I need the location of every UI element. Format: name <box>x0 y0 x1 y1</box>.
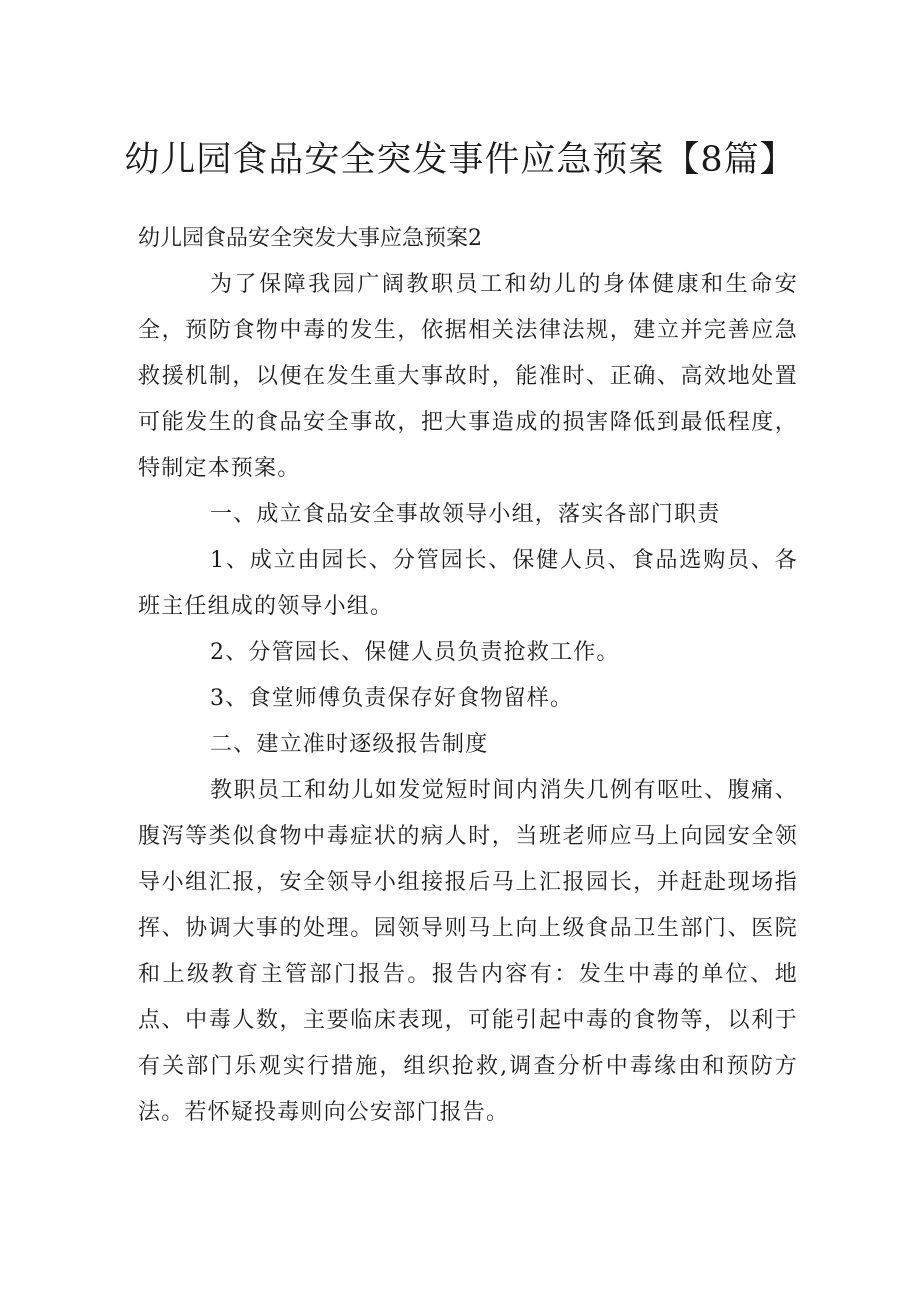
document-body <box>138 262 798 1136</box>
section-heading-1: 一、成立食品安全事故领导小组，落实各部门职责 <box>210 502 721 527</box>
list-item-3: 3、食堂师傅负责保存好食物留样。 <box>210 686 574 711</box>
list-item-1: 1、成立由园长、分管园长、保健人员、食品选购员、各班主任组成的领导小组。 <box>138 548 798 619</box>
section-subtitle: 幼儿园食品安全突发大事应急预案2 <box>138 226 482 251</box>
intro-paragraph: 为了保障我园广阔教职员工和幼儿的身体健康和生命安全，预防食物中毒的发生，依据相关法律法规，建立并完善应急救援机制，以便在发生重大事故时，能准时、正确、高效地处置可能发生的食品安全事故，把大事造成的损害降低到最低程度，特制定本预案。 <box>138 272 798 481</box>
section-heading-2: 二、建立准时逐级报告制度 <box>210 732 489 757</box>
list-item-2: 2、分管园长、保健人员负责抢救工作。 <box>210 640 620 665</box>
document-title: 幼儿园食品安全突发事件应急预案【8篇】 <box>124 140 796 180</box>
report-paragraph: 教职员工和幼儿如发觉短时间内消失几例有呕吐、腹痛、腹泻等类似食物中毒症状的病人时，当班老师应马上向园安全领导小组汇报，安全领导小组接报后马上汇报园长，并赶赴现场指挥、协调大事的处理。园领导则马上向上级食品卫生部门、医院和上级教育主管部门报告。报告内容有：发生中毒的单位、地点、中毒人数，主要临床表现，可能引起中毒的食物等，以利于有关部门乐观实行措施，组织抢救,调查分析中毒缘由和预防方法。若怀疑投毒则向公安部门报告。 <box>138 778 798 1125</box>
